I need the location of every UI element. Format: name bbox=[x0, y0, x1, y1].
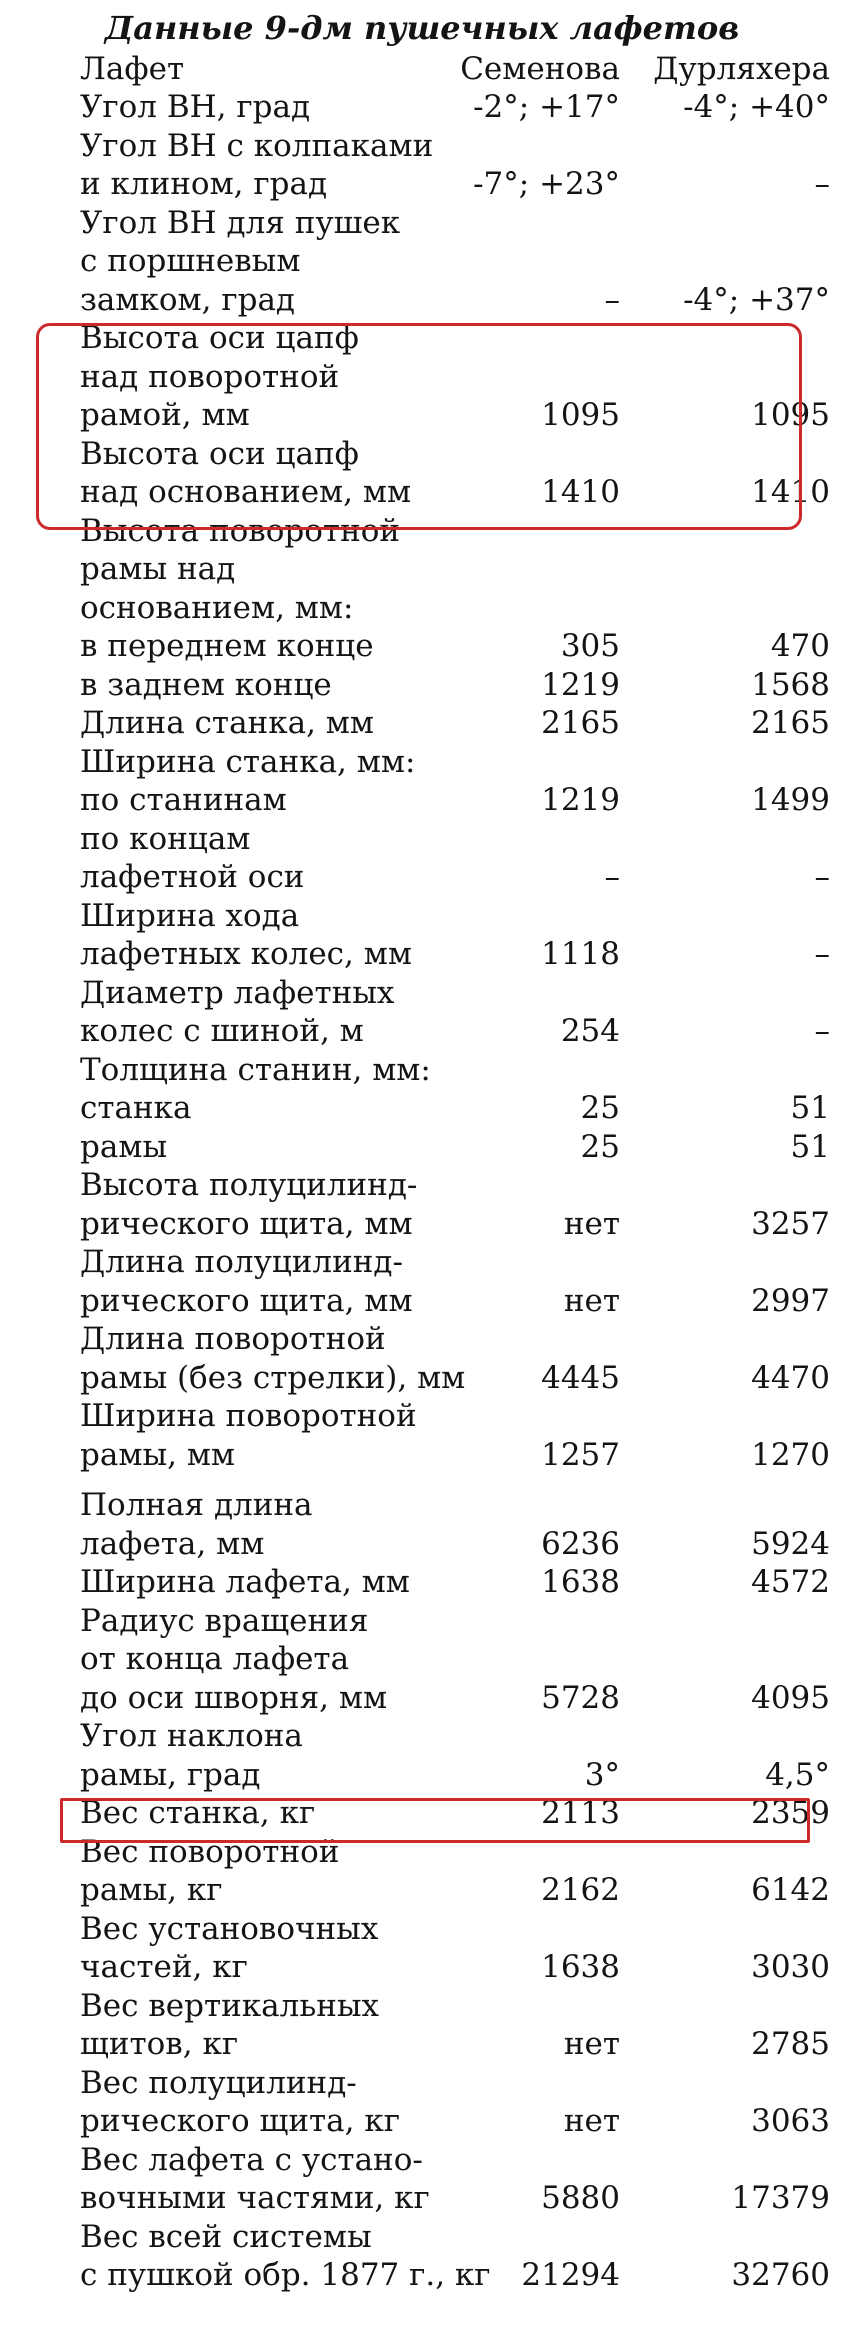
value-semenov: 2165 bbox=[541, 705, 620, 741]
row-label: вочными частями, кг bbox=[80, 2180, 430, 2216]
header-col-semenov: Семенова bbox=[460, 51, 620, 87]
row-label: Толщина станин, мм: bbox=[80, 1051, 431, 1088]
table-row bbox=[60, 1602, 844, 1718]
row-line bbox=[60, 165, 844, 204]
value-durlyakher: 32760 bbox=[731, 2257, 830, 2293]
row-line bbox=[60, 281, 844, 320]
value-semenov: 305 bbox=[560, 628, 620, 664]
row-line bbox=[60, 2256, 844, 2295]
value-durlyakher: 470 bbox=[770, 628, 830, 664]
row-label: лафета, мм bbox=[80, 1525, 265, 1562]
value-durlyakher: 2165 bbox=[751, 705, 830, 741]
row-line bbox=[60, 627, 844, 666]
row-label: Длина поворотной bbox=[80, 1321, 386, 1357]
row-label: и клином, град bbox=[80, 166, 328, 202]
row-label: с пушкой обр. 1877 г., кг bbox=[80, 2257, 491, 2293]
value-durlyakher: 4,5° bbox=[765, 1756, 830, 1793]
value-durlyakher: 1410 bbox=[751, 474, 830, 510]
row-label: станка bbox=[80, 1090, 192, 1126]
row-line bbox=[60, 974, 844, 1013]
value-semenov: -7°; +23° bbox=[473, 166, 620, 202]
row-label: рамы, кг bbox=[80, 1872, 223, 1908]
header-label: Лафет bbox=[80, 51, 185, 87]
row-label: Диаметр лафетных bbox=[80, 974, 395, 1011]
table-row bbox=[60, 1833, 844, 1910]
row-line bbox=[60, 1012, 844, 1051]
value-semenov: 2162 bbox=[541, 1872, 620, 1908]
row-line bbox=[60, 897, 844, 936]
value-durlyakher: – bbox=[814, 1013, 830, 1049]
row-label: над основанием, мм bbox=[80, 474, 412, 510]
header-col-durlyakher: Дурляхера bbox=[653, 51, 830, 87]
row-label: рамы bbox=[80, 1128, 168, 1165]
row-line bbox=[60, 1397, 844, 1436]
row-label: рического щита, кг bbox=[80, 2103, 400, 2139]
row-label: колес с шиной, м bbox=[80, 1013, 364, 1049]
row-label: Вес лафета с устано- bbox=[80, 2141, 423, 2178]
row-label: Полная длина bbox=[80, 1487, 313, 1523]
row-label: рамы, мм bbox=[80, 1436, 236, 1473]
value-durlyakher: 2785 bbox=[751, 2026, 830, 2062]
row-label: Угол ВН для пушек bbox=[80, 204, 401, 241]
value-semenov: 1638 bbox=[541, 1949, 620, 1985]
row-line bbox=[60, 1051, 844, 1090]
table-row bbox=[60, 1243, 844, 1320]
value-semenov: 6236 bbox=[541, 1525, 620, 1562]
row-label: рамой, мм bbox=[80, 397, 250, 433]
row-line bbox=[60, 1359, 844, 1398]
row-label: щитов, кг bbox=[80, 2026, 239, 2062]
value-semenov: 1257 bbox=[541, 1436, 620, 1473]
row-label: Угол наклона bbox=[80, 1718, 303, 1754]
row-line bbox=[60, 1948, 844, 1987]
table-row bbox=[60, 627, 844, 666]
value-semenov: 5880 bbox=[541, 2180, 620, 2216]
row-line bbox=[60, 1486, 844, 1525]
value-durlyakher: 1499 bbox=[751, 782, 830, 818]
row-label: с поршневым bbox=[80, 243, 301, 279]
row-label: Высота полуцилинд- bbox=[80, 1167, 418, 1203]
header-line bbox=[60, 50, 844, 89]
row-label: по концам bbox=[80, 820, 251, 857]
table-row bbox=[60, 1089, 844, 1128]
row-label: в заднем конце bbox=[80, 666, 332, 703]
table-row bbox=[60, 704, 844, 743]
row-line bbox=[60, 589, 844, 628]
row-label: лафетных колес, мм bbox=[80, 936, 412, 972]
row-line bbox=[60, 1089, 844, 1128]
row-line bbox=[60, 1320, 844, 1359]
row-label: Угол ВН, град bbox=[80, 89, 311, 125]
value-durlyakher: 2359 bbox=[751, 1795, 830, 1831]
row-label: до оси шворня, мм bbox=[80, 1679, 388, 1716]
table-header bbox=[60, 50, 844, 89]
row-line bbox=[60, 1640, 844, 1679]
value-durlyakher: 1568 bbox=[751, 666, 830, 703]
value-durlyakher: 4095 bbox=[751, 1679, 830, 1716]
table-row bbox=[60, 1397, 844, 1474]
value-durlyakher: 3063 bbox=[751, 2103, 830, 2139]
value-semenov: нет bbox=[563, 2026, 620, 2062]
row-line bbox=[60, 704, 844, 743]
row-label: Длина полуцилинд- bbox=[80, 1244, 403, 1280]
table-row bbox=[60, 88, 844, 127]
value-semenov: 254 bbox=[560, 1013, 620, 1049]
highlight-box-carriage-weight bbox=[60, 1798, 810, 1843]
row-label: Вес поворотной bbox=[80, 1833, 340, 1870]
row-line bbox=[60, 743, 844, 782]
row-line bbox=[60, 666, 844, 705]
row-label: Ширина станка, мм: bbox=[80, 743, 416, 780]
row-label: рамы, град bbox=[80, 1756, 261, 1793]
row-label: рического щита, мм bbox=[80, 1205, 413, 1242]
row-label: Ширина лафета, мм bbox=[80, 1564, 410, 1600]
table-row bbox=[60, 974, 844, 1051]
value-durlyakher: 4470 bbox=[751, 1359, 830, 1396]
value-semenov: – bbox=[604, 859, 620, 895]
row-line bbox=[60, 1525, 844, 1564]
row-line bbox=[60, 127, 844, 166]
value-durlyakher: 51 bbox=[790, 1128, 830, 1165]
row-label: Высота поворотной bbox=[80, 512, 401, 549]
value-durlyakher: 2997 bbox=[751, 1282, 830, 1319]
row-line bbox=[60, 1871, 844, 1910]
row-label: рамы (без стрелки), мм bbox=[80, 1359, 466, 1396]
value-durlyakher: -4°; +40° bbox=[683, 89, 830, 125]
row-line bbox=[60, 1679, 844, 1718]
table-row bbox=[60, 1128, 844, 1167]
value-durlyakher: 3257 bbox=[751, 1205, 830, 1242]
value-semenov: 1638 bbox=[541, 1564, 620, 1600]
table-row bbox=[60, 1320, 844, 1397]
value-semenov: 25 bbox=[580, 1128, 620, 1165]
row-line bbox=[60, 1436, 844, 1475]
row-line bbox=[60, 858, 844, 897]
row-line bbox=[60, 2102, 844, 2141]
row-label: Угол ВН с колпаками bbox=[80, 127, 434, 164]
row-label: от конца лафета bbox=[80, 1641, 350, 1677]
value-durlyakher: 1270 bbox=[751, 1436, 830, 1473]
row-line bbox=[60, 1987, 844, 2026]
value-durlyakher: 4572 bbox=[751, 1564, 830, 1600]
value-semenov: 4445 bbox=[541, 1359, 620, 1396]
table-row bbox=[60, 743, 844, 782]
row-line bbox=[60, 204, 844, 243]
row-label: над поворотной bbox=[80, 358, 340, 395]
value-semenov: -2°; +17° bbox=[473, 89, 620, 125]
table-title: Данные 9-дм пушечных лафетов bbox=[104, 9, 740, 47]
value-durlyakher: – bbox=[814, 859, 830, 895]
value-semenov: нет bbox=[563, 2103, 620, 2139]
row-label: рического щита, мм bbox=[80, 1282, 413, 1319]
value-semenov: нет bbox=[563, 1282, 620, 1319]
row-line bbox=[60, 1563, 844, 1602]
table-row bbox=[60, 1717, 844, 1794]
table-row bbox=[60, 897, 844, 974]
value-durlyakher: 3030 bbox=[751, 1949, 830, 1985]
value-semenov: 1095 bbox=[541, 397, 620, 433]
row-line bbox=[60, 2141, 844, 2180]
value-semenov: 1219 bbox=[541, 782, 620, 818]
value-semenov: – bbox=[604, 281, 620, 318]
row-line bbox=[60, 781, 844, 820]
value-semenov: 1118 bbox=[541, 936, 620, 972]
value-semenov: 3° bbox=[584, 1756, 620, 1793]
row-label: Ширина поворотной bbox=[80, 1398, 417, 1434]
row-line bbox=[60, 1602, 844, 1641]
value-durlyakher: 17379 bbox=[731, 2180, 830, 2216]
row-line bbox=[60, 1717, 844, 1756]
row-line bbox=[60, 820, 844, 859]
row-line bbox=[60, 935, 844, 974]
row-line bbox=[60, 1166, 844, 1205]
table-row bbox=[60, 1166, 844, 1243]
table-row bbox=[60, 1910, 844, 1987]
value-durlyakher: 6142 bbox=[751, 1872, 830, 1908]
value-semenov: 1410 bbox=[541, 474, 620, 510]
row-label: основанием, мм: bbox=[80, 589, 354, 626]
value-durlyakher: 51 bbox=[790, 1090, 830, 1126]
table-row bbox=[60, 127, 844, 204]
row-label: Высота оси цапф bbox=[80, 320, 359, 356]
row-line bbox=[60, 1128, 844, 1167]
row-line bbox=[60, 1756, 844, 1795]
value-durlyakher: -4°; +37° bbox=[683, 281, 830, 318]
table-row bbox=[60, 1051, 844, 1090]
table-row bbox=[60, 204, 844, 320]
row-line bbox=[60, 2218, 844, 2257]
table-row bbox=[60, 666, 844, 705]
row-line bbox=[60, 2025, 844, 2064]
value-semenov: 25 bbox=[580, 1090, 620, 1126]
row-label: замком, град bbox=[80, 281, 296, 318]
row-label: Вес установочных bbox=[80, 1910, 379, 1947]
value-semenov: нет bbox=[563, 1205, 620, 1242]
table-row bbox=[60, 1987, 844, 2064]
row-label: Вес всей системы bbox=[80, 2218, 372, 2255]
row-line bbox=[60, 2064, 844, 2103]
row-line bbox=[60, 1205, 844, 1244]
table-row bbox=[60, 2141, 844, 2218]
table-row bbox=[60, 2064, 844, 2141]
highlight-box-trunnion-height bbox=[36, 323, 802, 530]
row-label: по станинам bbox=[80, 782, 287, 818]
value-durlyakher: 1095 bbox=[751, 397, 830, 433]
row-line bbox=[60, 550, 844, 589]
row-line bbox=[60, 2179, 844, 2218]
value-semenov: 1219 bbox=[541, 666, 620, 703]
row-label: лафетной оси bbox=[80, 859, 305, 895]
row-label: рамы над bbox=[80, 551, 236, 587]
row-line bbox=[60, 242, 844, 281]
row-label: Ширина хода bbox=[80, 897, 300, 934]
value-semenov: 21294 bbox=[521, 2257, 620, 2293]
row-label: в переднем конце bbox=[80, 628, 374, 664]
row-label: Вес вертикальных bbox=[80, 1987, 380, 2024]
table-row bbox=[60, 1563, 844, 1602]
row-line bbox=[60, 1282, 844, 1321]
table-row bbox=[60, 2218, 844, 2295]
value-durlyakher: 5924 bbox=[751, 1525, 830, 1562]
row-label: Вес станка, кг bbox=[80, 1795, 316, 1831]
row-label: частей, кг bbox=[80, 1949, 248, 1985]
row-line bbox=[60, 88, 844, 127]
row-line bbox=[60, 1243, 844, 1282]
row-label: Вес полуцилинд- bbox=[80, 2064, 357, 2101]
row-label: Радиус вращения bbox=[80, 1602, 369, 1639]
table-row bbox=[60, 820, 844, 897]
value-durlyakher: – bbox=[814, 166, 830, 202]
row-label: Длина станка, мм bbox=[80, 705, 375, 741]
row-label: Высота оси цапф bbox=[80, 435, 359, 472]
row-line bbox=[60, 1910, 844, 1949]
value-durlyakher: – bbox=[814, 936, 830, 972]
value-semenov: 5728 bbox=[541, 1679, 620, 1716]
table-row bbox=[60, 1486, 844, 1563]
value-semenov: 2113 bbox=[541, 1795, 620, 1831]
table-row bbox=[60, 781, 844, 820]
